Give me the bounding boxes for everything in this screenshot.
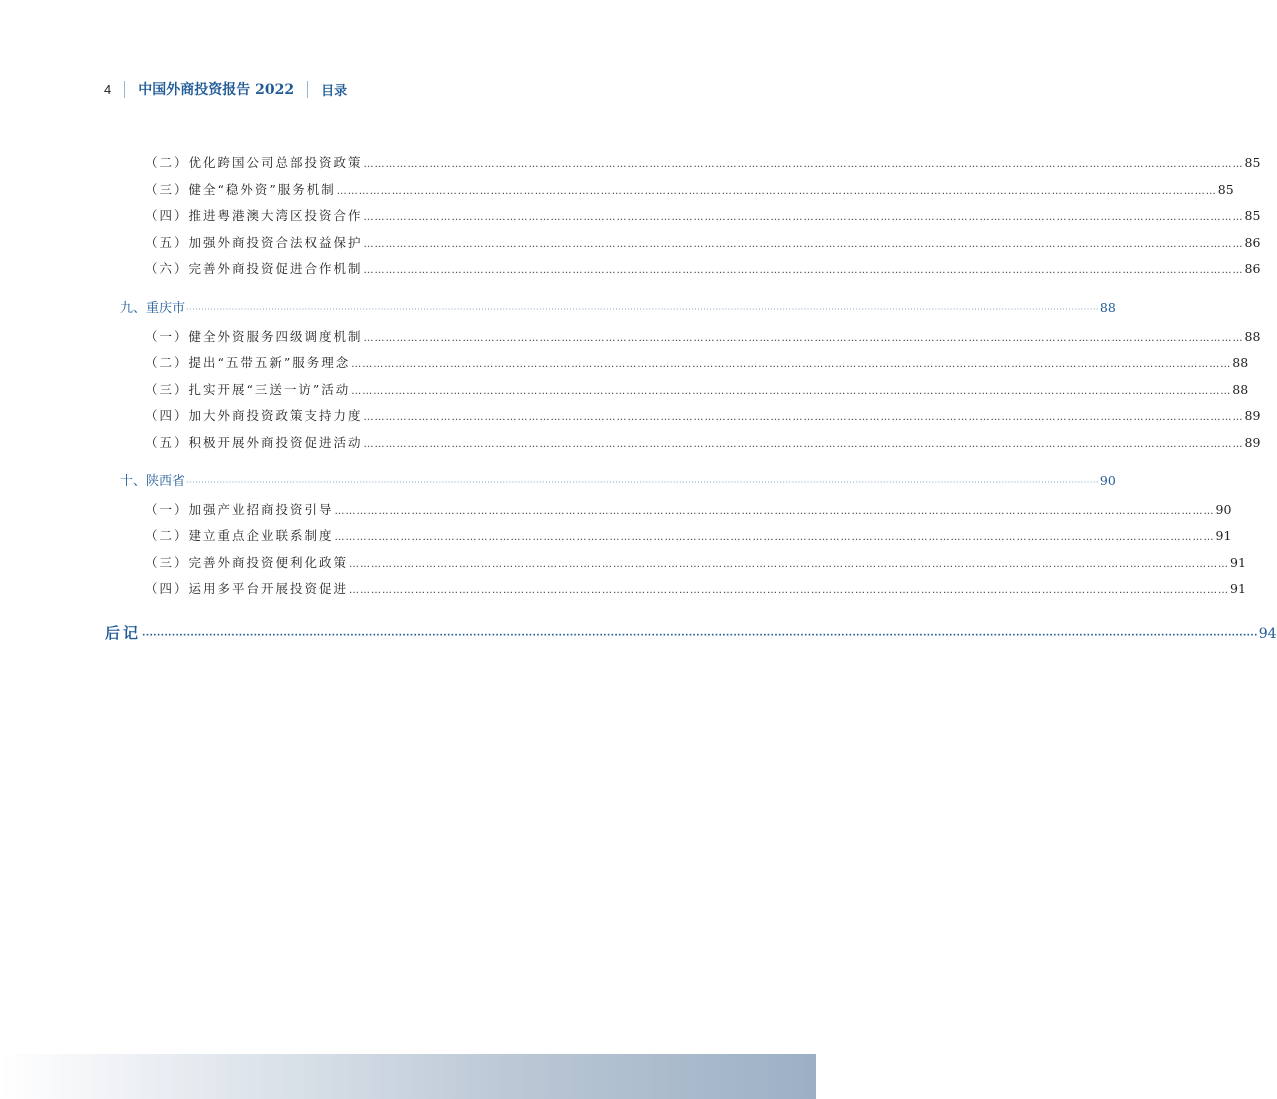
toc-section-entry[interactable] xyxy=(120,470,1116,489)
toc-section-label: 九、重庆市 xyxy=(120,301,186,316)
toc-entry[interactable] xyxy=(145,380,1249,398)
toc-leader-dots: …………………………………………………………………………………………………………………………………………………………………………………………………………………… xyxy=(363,333,1244,344)
toc-entry[interactable] xyxy=(145,233,1261,251)
header-divider xyxy=(307,81,308,98)
toc-entry-label: （四）推进粤港澳大湾区投资合作 xyxy=(145,208,363,223)
toc-leader-dots: …………………………………………………………………………………………………………………………………………………………………………………………………………………… xyxy=(363,212,1244,223)
toc-entry-page: 90 xyxy=(1215,502,1232,517)
toc-leader-dots: …………………………………………………………………………………………………………………………………………………………………………………………………………………… xyxy=(334,506,1215,517)
toc-section-page: 88 xyxy=(1099,300,1116,315)
toc-section-page: 90 xyxy=(1099,473,1116,488)
toc-leader-dots: …………………………………………………………………………………………………………………………………………………………………………………………………………………… xyxy=(363,439,1244,450)
toc-leader-dots: …………………………………………………………………………………………………………………………………………………………………………………………………………………… xyxy=(363,159,1244,170)
toc-leader-dots: …………………………………………………………………………………………………………………………………………………………………………………………………………………… xyxy=(363,412,1244,423)
toc-entry-page: 89 xyxy=(1244,435,1261,450)
toc-entry[interactable] xyxy=(145,579,1246,597)
toc-entry-page: 85 xyxy=(1244,155,1261,170)
toc-entry-label: （四）加大外商投资政策支持力度 xyxy=(145,408,363,423)
toc-leader-dots: …………………………………………………………………………………………………………………………………………………………………………………………………………………… xyxy=(363,239,1244,250)
toc-entry-page: 85 xyxy=(1244,208,1261,223)
toc-chapter-entry[interactable] xyxy=(105,622,1277,643)
toc-entry-page: 88 xyxy=(1232,355,1249,370)
toc-entry-page: 89 xyxy=(1244,408,1261,423)
toc-leader-dots: …………………………………………………………………………………………………………………………………………………………………………………………………………………… xyxy=(334,532,1215,543)
toc-entry[interactable] xyxy=(145,553,1246,571)
toc-leader-dots: ············································································································································································································································································································ xyxy=(142,631,1258,641)
page-number: 4 xyxy=(104,81,112,97)
toc-entry-label: （三）完善外商投资便利化政策 xyxy=(145,555,349,570)
toc-entry-page: 86 xyxy=(1244,235,1261,250)
toc-entry-label: （四）运用多平台开展投资促进 xyxy=(145,581,349,596)
toc-leader-dots: …………………………………………………………………………………………………………………………………………………………………………………………………………………… xyxy=(363,265,1244,276)
toc-section-label: 十、陕西省 xyxy=(120,474,186,489)
toc-chapter-label: 后记 xyxy=(105,624,142,642)
toc-entry[interactable] xyxy=(145,180,1234,198)
toc-entry-page: 91 xyxy=(1230,555,1246,570)
toc-leader-dots: …………………………………………………………………………………………………………………………………………………………………………………………………………………… xyxy=(349,585,1230,596)
toc-entry-page: 88 xyxy=(1244,329,1261,344)
toc-entry-page: 85 xyxy=(1217,182,1234,197)
toc-entry[interactable] xyxy=(145,206,1261,224)
toc-entry-label: （二）建立重点企业联系制度 xyxy=(145,528,334,543)
toc-entry[interactable] xyxy=(145,259,1261,277)
footer-gradient-band xyxy=(0,1054,816,1099)
toc-entry-label: （三）健全“稳外资”服务机制 xyxy=(145,182,336,197)
toc-entry-page: 86 xyxy=(1244,261,1261,276)
toc-entry-page: 91 xyxy=(1215,528,1232,543)
toc-entry[interactable] xyxy=(145,327,1261,345)
toc-entry-label: （一）加强产业招商投资引导 xyxy=(145,502,334,517)
toc-entry-page: 88 xyxy=(1232,382,1249,397)
toc-entry-label: （五）加强外商投资合法权益保护 xyxy=(145,235,363,250)
toc-leader-dots: …………………………………………………………………………………………………………………………………………………………………………………………………………………… xyxy=(336,186,1217,197)
report-title: 中国外商投资报告 2022 xyxy=(138,82,295,98)
header-divider xyxy=(124,81,125,98)
section-name: 目录 xyxy=(321,83,348,99)
toc-entry-label: （二）优化跨国公司总部投资政策 xyxy=(145,155,363,170)
toc-entry[interactable] xyxy=(145,153,1261,171)
toc-entry-label: （二）提出“五带五新”服务理念 xyxy=(145,355,351,370)
toc-leader-dots: ············································································································································································································································································································ xyxy=(186,305,1099,314)
toc-entry[interactable] xyxy=(145,433,1261,451)
toc-chapter-page: 94 xyxy=(1258,626,1277,642)
toc-entry[interactable] xyxy=(145,526,1232,544)
toc-section-entry[interactable] xyxy=(120,297,1116,316)
toc-leader-dots: …………………………………………………………………………………………………………………………………………………………………………………………………………………… xyxy=(351,359,1232,370)
toc-entry[interactable] xyxy=(145,406,1261,424)
toc-entry-label: （五）积极开展外商投资促进活动 xyxy=(145,435,363,450)
toc-entry-label: （一）健全外资服务四级调度机制 xyxy=(145,329,363,344)
toc-entry[interactable] xyxy=(145,500,1232,518)
toc-entry-label: （六）完善外商投资促进合作机制 xyxy=(145,261,363,276)
toc-entry-page: 91 xyxy=(1230,581,1246,596)
toc-entry[interactable] xyxy=(145,353,1249,371)
toc-leader-dots: ············································································································································································································································································································ xyxy=(186,478,1099,487)
running-header xyxy=(104,77,347,101)
toc-entry-label: （三）扎实开展“三送一访”活动 xyxy=(145,382,351,397)
toc-leader-dots: …………………………………………………………………………………………………………………………………………………………………………………………………………………… xyxy=(349,559,1230,570)
toc-leader-dots: …………………………………………………………………………………………………………………………………………………………………………………………………………………… xyxy=(351,386,1232,397)
